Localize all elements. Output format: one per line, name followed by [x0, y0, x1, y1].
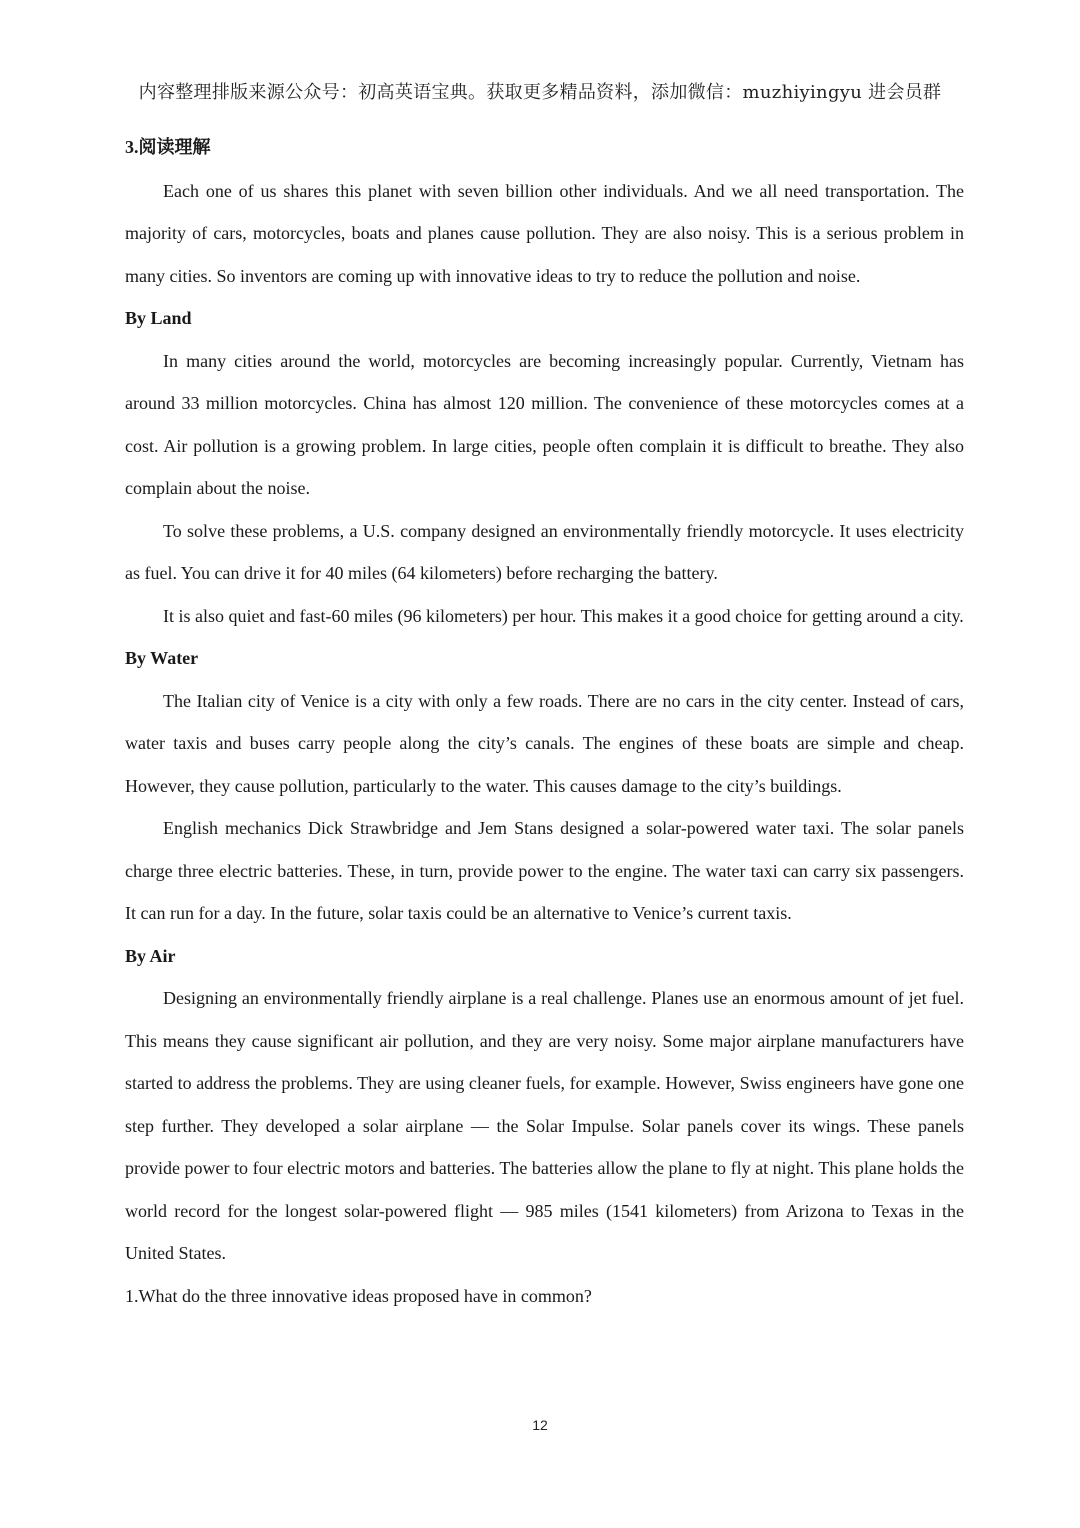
water-paragraph-1: The Italian city of Venice is a city with only a few roads. There are no cars in the city center. Instead of cars, water taxis and buses carry people along the city’s canals. The engines of these boats are simple and cheap. However, they cause pollution, particularly to the water. This causes damage to the city’s buildings.: [125, 690, 964, 796]
heading-by-water: By Water: [125, 648, 199, 668]
section-number: 3.: [125, 137, 139, 157]
section-title-text: 阅读理解: [138, 137, 211, 158]
intro-paragraph: Each one of us shares this planet with seven billion other individuals. And we all need transportation. The majority of cars, motorcycles, boats and planes cause pollution. They are also noisy. This is a serious problem in many cities. So inventors are coming up with innovative ideas to try to reduce the pollution and noise.: [125, 180, 964, 286]
page-number: 12: [532, 1417, 548, 1433]
article-body: [125, 126, 964, 1317]
land-paragraph-2: To solve these problems, a U.S. company designed an environmentally friendly motorcycle. It uses electricity as fuel. You can drive it for 40 miles (64 kilometers) before recharging the battery.: [125, 520, 964, 583]
heading-by-land: By Land: [125, 308, 192, 328]
land-paragraph-3: It is also quiet and fast-60 miles (96 kilometers) per hour. This makes it a good choice for getting around a city.: [163, 605, 964, 626]
water-paragraph-2: English mechanics Dick Strawbridge and Jem Stans designed a solar-powered water taxi. The solar panels charge three electric batteries. These, in turn, provide power to the engine. The water taxi can carry six passengers. It can run for a day. In the future, solar taxis could be an alternative to Venice’s current taxis.: [125, 818, 964, 923]
question-1: 1.What do the three innovative ideas proposed have in common?: [125, 1285, 592, 1306]
air-paragraph-1: Designing an environmentally friendly airplane is a real challenge. Planes use an enormous amount of jet fuel. This means they cause significant air pollution, and they are very noisy. Some major airplane manufacturers have started to address the problems. They are using cleaner fuels, for example. However, Swiss engineers have gone one step further. They developed a solar airplane — the Solar Impulse. Solar panels cover its wings. These panels provide power to four electric motors and batteries. The batteries allow the plane to fly at night. This plane holds the world record for the longest solar-powered flight — 985 miles (1541 kilometers) from Arizona to Texas in the United States.: [125, 988, 964, 1263]
heading-by-air: By Air: [125, 945, 176, 966]
land-paragraph-1: In many cities around the world, motorcycles are becoming increasingly popular. Currently, Vietnam has around 33 million motorcycles. China has almost 120 million. The convenience of these motorcycles comes at a cost. Air pollution is a growing problem. In large cities, people often complain it is difficult to breathe. They also complain about the noise.: [125, 350, 964, 498]
header-note: 内容整理排版来源公众号：初高英语宝典。获取更多精品资料，添加微信：muzhiyingyu 进会员群: [138, 82, 942, 103]
section-title: [125, 126, 964, 170]
